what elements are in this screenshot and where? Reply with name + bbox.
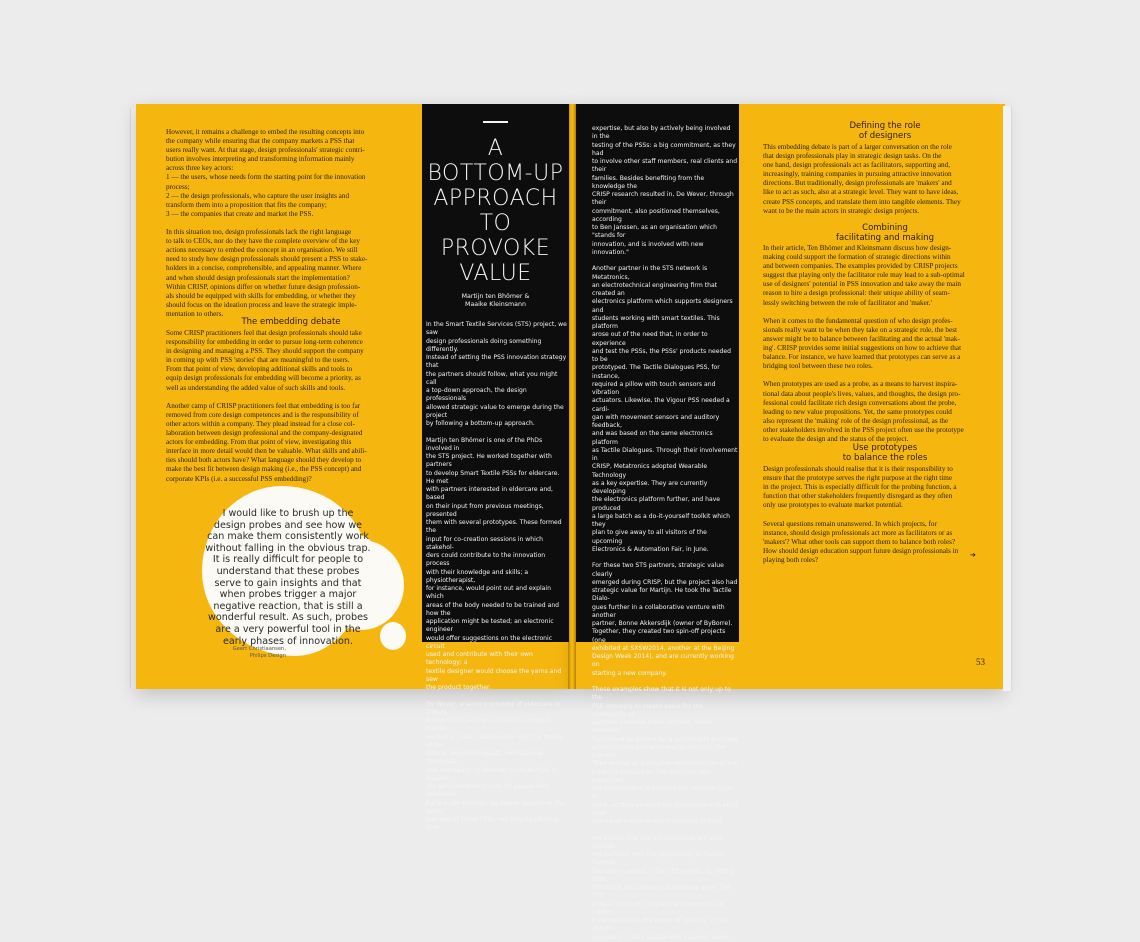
defining-role-text: This embedding debate is part of a larger conversation on the role that design professionals play in strategic design tasks. On the one hand, design professionals act as facilitators, supporting and, increasingly, training companies in pursuing attractive innovation directions. But traditionally, design professionals are 'makers' and like to act as such, also at a strategic level. They want to have ideas, create PSS concepts, and translate them into tangible elements. They want to be the main actors in strategic design projects. (763, 143, 961, 215)
combining-heading: Combining facilitating and making (836, 223, 934, 243)
combining-text: In their article, Ten Bhömer and Kleinsmann discuss how design- making could support the formation of strategic directions within and between companies. The examples provided by CRISP projects suggest that playing only the facilitator role may lead to a sub-optimal use of designers' potential in PSS innovation and take away the main reason to hire a design professional: their unique ability of seam- lessly switching between the role of facilitator and 'maker.' When it comes to the fundamental question of who design profes- sionals really want to be when they take on a strategic role, the best answer might be to balance between facilitating and the actual 'mak- ing'. CRISP provides some initial suggestions on how to achieve that balance. For instance, we have learned that prototypes can serve as a bridging tool between these two roles. When prototypes are used as a probe, as a means to harvest inspira- tional data about people's lives, values, and thoughts, the design pro- fessional could facilitate rich design conversations about the probe, leading to new value propositions. Yet, the same prototypes could also represent the 'making' role of the design professional, as the other stakeholders involved in the PSS project often use the prototype to evaluate the design and the status of the project. (763, 244, 965, 443)
feature-authors: Martijn ten Bhömer & Maaike Kleinsmann (461, 293, 530, 309)
pull-quote: I would like to brush up the design probes and see how we can make them consistently work without falling in the obvious trap. It is really difficult for people to understand that these probes serve to gain insights and that when probes trigger a major negative reaction, that is still a wonderful result. As such, probes are a very powerful tool in the early phases of innovation. (205, 508, 371, 647)
spine (568, 104, 576, 689)
use-prototypes-text: Design professionals should realise that it is their responsibility to ensure that the prototype serves the right purpose at the right time in the project. This is especially difficult for the probing function, a function that other stakeholders frequently disregard as they often only use prototypes to evaluate market potential. Several questions remain unanswered. In which projects, for instance, should design professionals act more as facilitators or as 'makers'? What other tools can support them to balance both roles? How should design education support future design professionals in playing both roles? (763, 465, 959, 564)
use-prototypes-heading: Use prototypes to balance the roles (842, 443, 928, 463)
feature-text-col1: In the Smart Textile Services (STS) project, we saw design professionals doing something differently. Instead of setting the PSS innovation strategy that the partners should follow, what you might call a top-down approach, the design professionals allowed strategic value to emerge during the project by following a bottom-up approach. Martijn ten Bhömer is one of the PhDs involved in the STS project. He worked together with partners to develop Smart Textile PSSs for eldercare. He met with partners interested in eldercare and, based on their input from previous meetings, presented them with several prototypes. These formed the input for co-creation sessions in which stakehol- ders could contribute to the innovation process with their knowledge and skills; a physiotherapist, for instance, would point out and explain which areas of the body needed to be trained and how the application might be tested; an electronic engineer would offer suggestions on the electronic circuit used and contribute with their own technology; a textile designer would choose the yarns and sew the product together. De Wever, a service provider of eldercare in Tilburg, is one of the partners in Martijn's project. Martijn worked in close collaboration with the family of the elderly, physiotherapists, motivational therapists, and managers, to develop multiple PSSs to support the services around care for people with dementia. Early in the process, De Wever supported the deve- lopment of these PSSs, not only by offering their (426, 321, 567, 832)
feature-title: A BOTTOM-UP APPROACH TO PROVOKE VALUE (427, 136, 564, 286)
feature-text-col2: expertise, but also by actively being involved in the testing of the PSSs: a big commitment, as they had to involve other staff members, real clients and their families. Besides benefiting from the knowledge the CRISP research resulted in, De Wever, through their commitment, also positioned themselves, according to Ben Janssen, as an organisation which "stands for innovation, and is involved with new innovation." Another partner in the STS network is Metatronics, an electrotechnical engineering firm that created an electronics platform which supports designers and students working with smart textiles. This platform arose out of the need that, in order to experience and test the PSSs, the PSSs' products needed to be prototyped. The Tactile Dialogues PSS, for instance, required a pillow with touch sensors and vibration actuators. Likewise, the Vigour PSS needed a cardi- gan with movement sensors and auditory feedback, and was based on the same electronics platform as Tactile Dialogues. Through their involvement in CRISP, Metatronics adopted Wearable Technology as a key expertise. They are currently developing the electronics platform further, and have produced a large batch as a do-it-yourself toolkit which they plan to give away to all visitors of the upcoming Electronics & Automation Fair, in June. For these two STS partners, strategic value clearly emerged during CRISP, but the project also had strategic value for Martijn. He took the Tactile Dialo- gues further in a collaborative venture with another partner, Bonne Akkersdijk (owner of ByBorre). Together, they created two spin-off projects (one exhibited at SXSW2014, another at the Beijing Design Week 2014), and are currently working on starting a new company. These examples show that it is not only up to the PSS concepts to create value for the community of partners involved in the process. These concepts functioned as drivers for a sustainable business infrastructure that emerged throughout the process. They served as a tangible representation of the project's status quo. The concepts also supported the stakeholders in keeping the common goal in mind, as they enabled the stakeholders to elicit their individual values at every moment in time. We expect that this infrastructure will soon provide the partners with the opportunity to further harvest the value created in the STS project, by letting their individual and common businesses grow. The STS project is one of the great achievements of CRISP: it demonstrates the power of 'making' in the design process to create sustainable business value. (592, 125, 738, 941)
title-rule (483, 121, 508, 123)
quote-attribution: Geert Christiaansen, Philips Design (232, 646, 286, 659)
intro-text: However, it remains a challenge to embed the resulting concepts into the company while ensuring that the company markets a PSS that users really want. At that stage, design professionals' strategic contri- bution involves interpreting and transforming information mainly across three key actors: 1 — the users, whose needs form the starting point for the innovation process; 2 — the design professionals, who capture the user insights and transform them into a proposition that fits the company; 3 — the companies that create and market the PSS. In this situation too, design professionals lack the right language to talk to CEOs, nor do they have the complete overview of the key actions necessary to embed the concept in an organisation. We still need to study how design professionals should present a PSS to stake- holders in a concise, comprehensible, and appealing manner. Where and when should design professionals start the implementation? Within CRISP, opinions differ on whether future design profession- als should be equipped with skills for embedding, or whether they should focus on the ideation process and leave the strategic imple- mentation to others. (166, 128, 368, 318)
continue-arrow-icon: ➔ (970, 551, 976, 559)
page-edge-right (1003, 106, 1012, 691)
page-number: 53 (976, 657, 985, 667)
embedding-debate-text: Some CRISP practitioners feel that design professionals should take responsibility for embedding in order to pursue long-term coherence in designing and managing a PSS. They should support the company in coming up with PSS 'stories' that are meaningful to the users. From that point of view, developing additional skills and tools to equip design professionals for embedding will become a priority, as well as understanding the added value of such skills and tools. Another camp of CRISP practitioners feel that embedding is too far removed from core design competences and is the responsibility of other actors within a company. They plead instead for a close col- laboration between design professional and the company-designated actors for embedding. From that point of view, investigating this interface in more detail would then be valuable. What skills and abili- ties should both actors have? What language should they develop to make the best fit between design making (i.e., the PSS concept) and corporate KPIs (i.e. a successful PSS embedding)? (166, 329, 367, 483)
embedding-debate-heading: The embedding debate (241, 317, 341, 327)
defining-role-heading: Defining the role of designers (849, 121, 921, 141)
